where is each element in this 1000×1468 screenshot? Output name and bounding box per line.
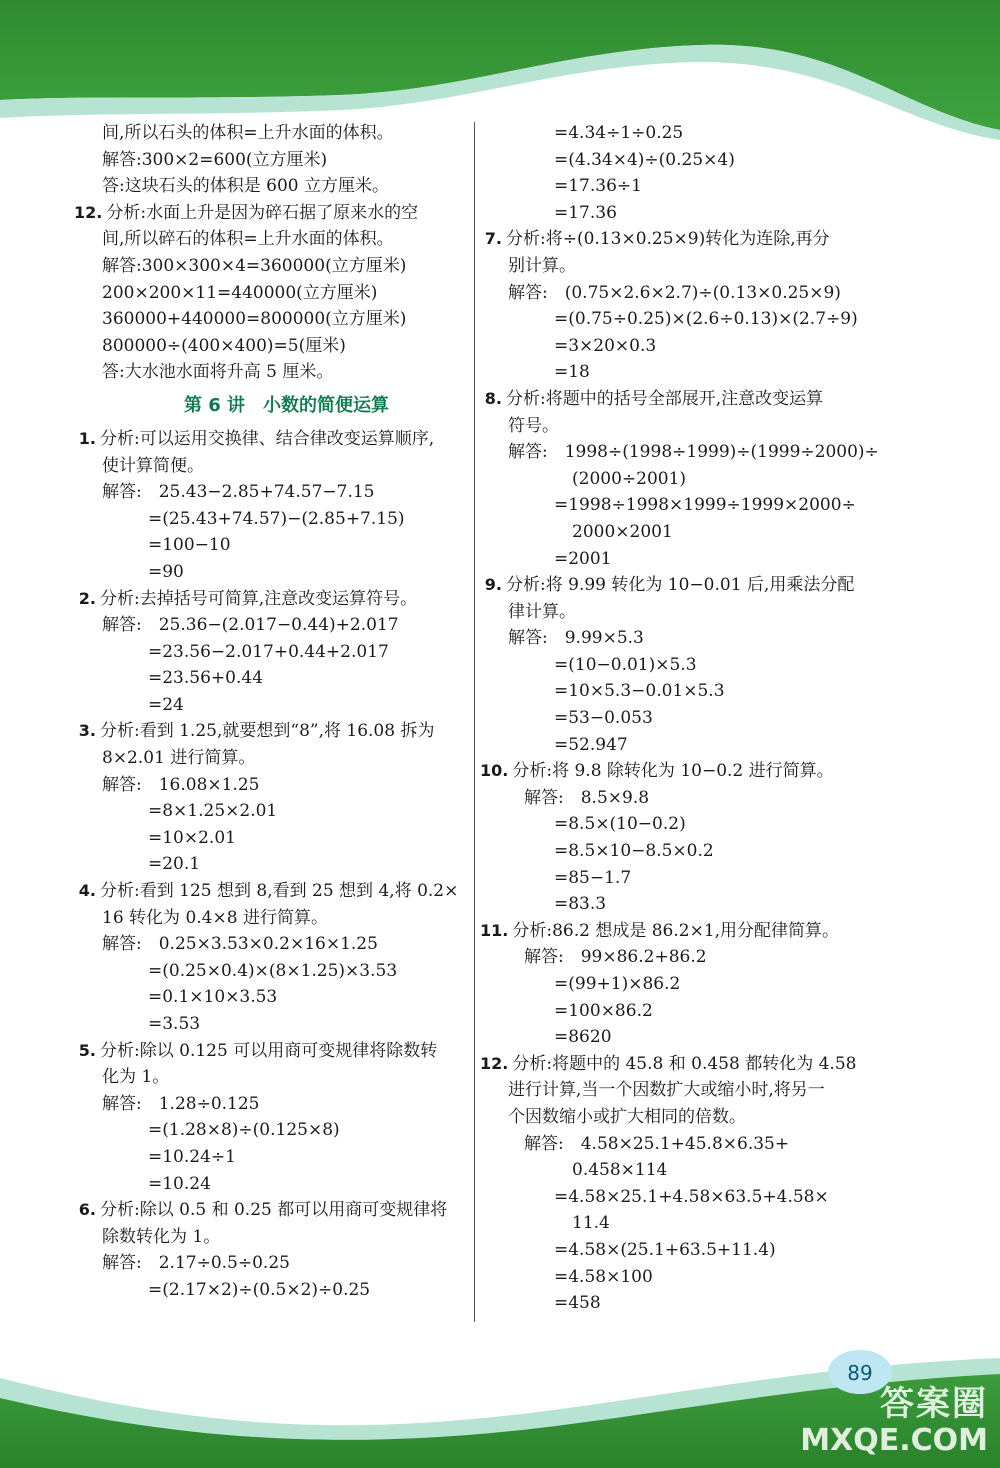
- line-text: =1998÷1998×1999÷1999×2000÷: [554, 495, 856, 516]
- text-line: [74, 825, 469, 852]
- line-text: 分析:除以 0.125 可以用商可变规律将除数转: [100, 1040, 438, 1061]
- text-line: [480, 1237, 875, 1264]
- problem-line: [74, 718, 469, 745]
- line-text: 进行计算,当一个因数扩大或缩小时,将另一: [508, 1080, 825, 1101]
- line-text: =(99+1)×86.2: [554, 974, 681, 994]
- text-line: [74, 1011, 469, 1038]
- text-line: [480, 359, 875, 386]
- text-line: [480, 147, 875, 174]
- problem-line: [74, 1038, 469, 1065]
- text-line: [480, 253, 875, 280]
- problem-line: [480, 1051, 875, 1078]
- text-line: [480, 280, 875, 307]
- text-line: [74, 280, 469, 307]
- line-text: 2000×2001: [572, 521, 673, 542]
- line-text: 0.458×114: [572, 1160, 668, 1181]
- line-text: =83.3: [554, 894, 607, 915]
- line-text: 分析:除以 0.5 和 0.25 都可以用商可变规律将: [100, 1200, 448, 1221]
- line-text: 解答:300×300×4=360000(立方厘米): [102, 255, 407, 276]
- text-line: [480, 678, 875, 705]
- line-text: =17.36÷1: [554, 176, 642, 197]
- problem-line: [74, 586, 469, 613]
- line-text: (2000÷2001): [572, 468, 687, 489]
- line-text: 化为 1。: [102, 1067, 170, 1088]
- text-line: [480, 1290, 875, 1317]
- line-text: =(25.43+74.57)−(2.85+7.15): [148, 508, 405, 529]
- line-text: =52.947: [554, 734, 628, 755]
- problem-number: 12.: [480, 1053, 509, 1073]
- line-text: =10.24÷1: [148, 1146, 236, 1167]
- problem-line: [74, 1197, 469, 1224]
- problem-number: 6.: [78, 1200, 96, 1220]
- text-line: [480, 1184, 875, 1211]
- text-line: [74, 772, 469, 799]
- line-text: =8620: [554, 1027, 612, 1048]
- line-text: =3.53: [148, 1014, 201, 1034]
- line-text: 解答: 1998÷(1998÷1999)÷(1999÷2000)÷: [508, 442, 879, 463]
- line-text: 个因数缩小或扩大相同的倍数。: [508, 1106, 746, 1127]
- line-text: 除数转化为 1。: [102, 1226, 221, 1247]
- line-text: 符号。: [508, 415, 559, 436]
- line-text: 分析:将÷(0.13×0.25×9)转化为连除,再分: [506, 229, 830, 250]
- line-text: =4.58×100: [554, 1266, 653, 1287]
- problem-number: 4.: [78, 881, 96, 901]
- line-text: =(10−0.01)×5.3: [554, 654, 697, 675]
- line-text: =(0.25×0.4)×(8×1.25)×3.53: [148, 960, 398, 981]
- line-text: 别计算。: [508, 255, 576, 276]
- line-text: 解答: (0.75×2.6×2.7)÷(0.13×0.25×9): [508, 282, 841, 303]
- line-text: =(1.28×8)÷(0.125×8): [148, 1120, 340, 1141]
- text-line: [480, 546, 875, 573]
- text-line: [480, 333, 875, 360]
- text-line: [480, 971, 875, 998]
- text-line: [480, 705, 875, 732]
- line-text: =(4.34×4)÷(0.25×4): [554, 149, 735, 170]
- section-heading: 第 6 讲 小数的简便运算: [183, 394, 390, 416]
- text-line: [480, 1131, 875, 1158]
- text-line: [74, 1091, 469, 1118]
- line-text: 解答: 1.28÷0.125: [102, 1093, 260, 1114]
- line-text: 分析:将 9.99 转化为 10−0.01 后,用乘法分配: [506, 575, 855, 596]
- text-line: [480, 120, 875, 147]
- text-line: [74, 359, 469, 386]
- page-number-badge: 89: [828, 1350, 892, 1394]
- text-line: [74, 984, 469, 1011]
- line-text: 解答: 99×86.2+86.2: [524, 947, 707, 968]
- text-line: [480, 732, 875, 759]
- text-line: [74, 147, 469, 174]
- text-line: [74, 559, 469, 586]
- line-text: =24: [148, 694, 184, 715]
- watermark-logo-text: 答案圈: [880, 1384, 988, 1424]
- line-text: 解答: 8.5×9.8: [524, 787, 650, 808]
- text-line: [480, 599, 875, 626]
- text-line: [480, 998, 875, 1025]
- text-line: [480, 1157, 875, 1184]
- line-text: 分析:将题中的 45.8 和 0.458 都转化为 4.58: [512, 1053, 857, 1074]
- text-line: [480, 1210, 875, 1237]
- text-line: [480, 413, 875, 440]
- text-line: [480, 1024, 875, 1051]
- line-text: =8.5×(10−0.2): [554, 814, 686, 835]
- text-line: [74, 1064, 469, 1091]
- line-text: =4.58×(25.1+63.5+11.4): [554, 1239, 776, 1260]
- line-text: 分析:去掉括号可简算,注意改变运算符号。: [100, 588, 418, 609]
- text-line: [74, 851, 469, 878]
- text-line: [480, 652, 875, 679]
- text-line: [74, 1277, 469, 1304]
- text-line: [74, 253, 469, 280]
- text-line: [480, 466, 875, 493]
- line-text: =0.1×10×3.53: [148, 987, 278, 1008]
- line-text: =8.5×10−8.5×0.2: [554, 841, 714, 862]
- text-line: [74, 506, 469, 533]
- line-text: =17.36: [554, 202, 617, 223]
- line-text: 分析:看到 1.25,就要想到“8”,将 16.08 拆为: [100, 721, 435, 742]
- right-column: [480, 120, 879, 1317]
- text-line: [74, 665, 469, 692]
- problem-number: 11.: [480, 920, 509, 940]
- problem-number: 3.: [78, 721, 96, 741]
- text-line: [480, 865, 875, 892]
- text-line: [74, 1117, 469, 1144]
- text-line: [74, 639, 469, 666]
- text-line: [480, 891, 875, 918]
- line-text: 解答: 9.99×5.3: [508, 628, 644, 649]
- text-line: [74, 532, 469, 559]
- text-line: [480, 200, 875, 227]
- line-text: =3×20×0.3: [554, 335, 657, 356]
- line-text: 分析:将 9.8 除转化为 10−0.2 进行简算。: [512, 761, 834, 782]
- line-text: =(0.75÷0.25)×(2.6÷0.13)×(2.7÷9): [554, 309, 858, 330]
- line-text: =2001: [554, 548, 612, 569]
- line-text: 解答: 0.25×3.53×0.2×16×1.25: [102, 934, 378, 955]
- line-text: 使计算简便。: [102, 455, 204, 476]
- text-line: [480, 173, 875, 200]
- text-line: [74, 1144, 469, 1171]
- text-line: [480, 492, 875, 519]
- line-text: =8×1.25×2.01: [148, 801, 278, 822]
- line-text: 分析:水面上升是因为碎石据了原来水的空: [106, 202, 419, 223]
- line-text: =100×86.2: [554, 1000, 653, 1021]
- line-text: 解答: 25.36−(2.017−0.44)+2.017: [102, 615, 399, 636]
- line-text: =23.56−2.017+0.44+2.017: [148, 641, 389, 662]
- line-text: 分析:将题中的括号全部展开,注意改变运算: [506, 388, 824, 409]
- line-text: 间,所以碎石的体积=上升水面的体积。: [102, 229, 394, 250]
- watermark-url: MXQE.COM: [800, 1423, 988, 1458]
- text-line: [74, 958, 469, 985]
- line-text: =4.34÷1÷0.25: [554, 123, 684, 143]
- line-text: =18: [554, 362, 590, 383]
- problem-line: [480, 572, 875, 599]
- line-text: 间,所以石头的体积=上升水面的体积。: [102, 123, 394, 143]
- line-text: 答:这块石头的体积是 600 立方厘米。: [102, 176, 389, 197]
- line-text: 解答: 25.43−2.85+74.57−7.15: [102, 482, 375, 503]
- line-text: =10.24: [148, 1173, 211, 1194]
- problem-line: [480, 386, 875, 413]
- line-text: =85−1.7: [554, 867, 632, 888]
- line-text: 解答: 4.58×25.1+45.8×6.35+: [524, 1133, 790, 1154]
- text-line: [74, 692, 469, 719]
- column-divider: [474, 122, 475, 1322]
- line-text: =53−0.053: [554, 708, 653, 729]
- problem-line: [74, 878, 469, 905]
- text-line: [480, 439, 879, 466]
- line-text: 律计算。: [508, 601, 576, 622]
- top-wave-graphic: [0, 0, 1000, 140]
- left-column: [74, 120, 469, 1304]
- problem-number: 7.: [484, 229, 502, 249]
- watermark: [800, 1384, 988, 1458]
- text-line: [74, 306, 469, 333]
- problem-number: 10.: [480, 761, 509, 781]
- problem-number: 2.: [78, 588, 96, 608]
- text-line: [480, 1077, 875, 1104]
- text-line: [74, 226, 469, 253]
- problem-line: [480, 758, 875, 785]
- text-line: [74, 612, 469, 639]
- text-line: [74, 120, 469, 147]
- text-line: [480, 306, 875, 333]
- line-text: =10×2.01: [148, 827, 236, 848]
- line-text: 解答:300×2=600(立方厘米): [102, 149, 328, 170]
- line-text: =4.58×25.1+4.58×63.5+4.58×: [554, 1186, 829, 1207]
- line-text: 16 转化为 0.4×8 进行简算。: [102, 907, 328, 928]
- line-text: 800000÷(400×400)=5(厘米): [102, 335, 346, 356]
- line-text: =23.56+0.44: [148, 668, 264, 689]
- text-line: [74, 931, 469, 958]
- line-text: =(2.17×2)÷(0.5×2)÷0.25: [148, 1279, 371, 1300]
- text-line: [480, 625, 875, 652]
- problem-number: 12.: [74, 202, 103, 222]
- line-text: 解答: 2.17÷0.5÷0.25: [102, 1253, 290, 1274]
- problem-line: [74, 200, 469, 227]
- line-text: 分析:可以运用交换律、结合律改变运算顺序,: [100, 428, 435, 449]
- text-line: [74, 333, 469, 360]
- line-text: =10×5.3−0.01×5.3: [554, 681, 725, 702]
- line-text: =100−10: [148, 535, 231, 556]
- text-line: [480, 811, 875, 838]
- line-text: 分析:看到 125 想到 8,看到 25 想到 4,将 0.2×: [100, 881, 459, 902]
- line-text: 分析:86.2 想成是 86.2×1,用分配律简算。: [512, 920, 840, 941]
- problem-number: 5.: [78, 1040, 96, 1060]
- text-line: [480, 1264, 875, 1291]
- line-text: 200×200×11=440000(立方厘米): [102, 282, 378, 303]
- line-text: =90: [148, 561, 184, 582]
- top-decorative-band: [0, 0, 1000, 140]
- line-text: =458: [554, 1293, 601, 1314]
- text-line: [74, 479, 469, 506]
- text-line: [74, 1224, 469, 1251]
- problem-number: 9.: [484, 575, 502, 595]
- line-text: 8×2.01 进行简算。: [102, 748, 256, 769]
- line-text: 解答: 16.08×1.25: [102, 774, 260, 795]
- line-text: 答:大水池水面将升高 5 厘米。: [102, 362, 334, 383]
- text-line: [74, 745, 469, 772]
- text-line: [480, 838, 875, 865]
- text-line: [74, 453, 469, 480]
- line-text: 360000+440000=800000(立方厘米): [102, 309, 407, 330]
- problem-line: [480, 918, 875, 945]
- text-line: [480, 785, 875, 812]
- problem-line: [480, 226, 875, 253]
- line-text: 11.4: [572, 1213, 610, 1234]
- problem-line: [74, 426, 469, 453]
- text-line: [74, 1250, 469, 1277]
- text-line: [74, 905, 469, 932]
- problem-number: 1.: [78, 428, 96, 448]
- line-text: =20.1: [148, 854, 201, 875]
- text-line: [480, 519, 875, 546]
- problem-number: 8.: [484, 388, 502, 408]
- text-line: [74, 1171, 469, 1198]
- text-line: [480, 944, 875, 971]
- text-line: [74, 173, 469, 200]
- text-line: [480, 1104, 875, 1131]
- text-line: [74, 798, 469, 825]
